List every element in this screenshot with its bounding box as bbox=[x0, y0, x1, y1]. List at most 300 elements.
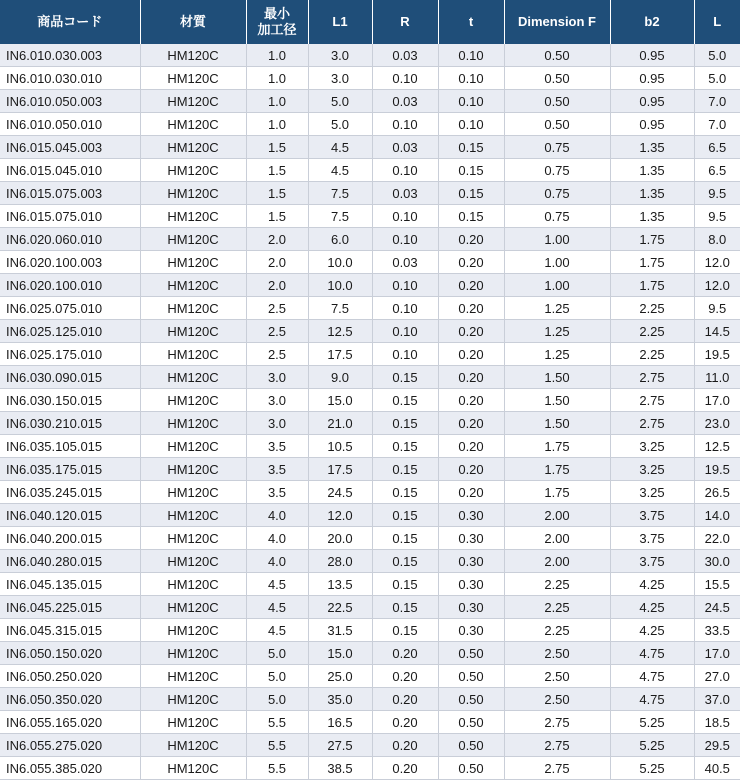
t-cell: 0.30 bbox=[438, 504, 504, 527]
min-diameter-cell: 1.5 bbox=[246, 182, 308, 205]
dimension-f-cell: 0.75 bbox=[504, 182, 610, 205]
l-cell: 29.5 bbox=[694, 734, 740, 757]
min-diameter-cell: 2.5 bbox=[246, 297, 308, 320]
min-diameter-cell: 4.0 bbox=[246, 527, 308, 550]
dimension-f-cell: 2.00 bbox=[504, 504, 610, 527]
min-diameter-cell: 3.0 bbox=[246, 366, 308, 389]
dimension-f-cell: 2.00 bbox=[504, 527, 610, 550]
b2-cell: 1.75 bbox=[610, 251, 694, 274]
code-cell: IN6.025.125.010 bbox=[0, 320, 140, 343]
table-row bbox=[0, 573, 740, 596]
code-cell: IN6.035.245.015 bbox=[0, 481, 140, 504]
material-cell: HM120C bbox=[140, 711, 246, 734]
l-cell: 12.0 bbox=[694, 274, 740, 297]
table-row bbox=[0, 596, 740, 619]
code-cell: IN6.040.120.015 bbox=[0, 504, 140, 527]
material-cell: HM120C bbox=[140, 596, 246, 619]
r-cell: 0.20 bbox=[372, 665, 438, 688]
b2-cell: 1.35 bbox=[610, 205, 694, 228]
code-cell: IN6.050.150.020 bbox=[0, 642, 140, 665]
code-cell: IN6.025.075.010 bbox=[0, 297, 140, 320]
table-row bbox=[0, 251, 740, 274]
r-cell: 0.15 bbox=[372, 550, 438, 573]
r-cell: 0.20 bbox=[372, 734, 438, 757]
b2-cell: 4.75 bbox=[610, 688, 694, 711]
l-cell: 26.5 bbox=[694, 481, 740, 504]
t-cell: 0.30 bbox=[438, 596, 504, 619]
l-cell: 9.5 bbox=[694, 182, 740, 205]
table-row bbox=[0, 205, 740, 228]
material-cell: HM120C bbox=[140, 44, 246, 67]
table-row bbox=[0, 320, 740, 343]
header-material: 材質 bbox=[140, 0, 246, 44]
table-row bbox=[0, 113, 740, 136]
header-min-diameter-line2: 加工径 bbox=[257, 22, 297, 37]
r-cell: 0.03 bbox=[372, 182, 438, 205]
code-cell: IN6.055.275.020 bbox=[0, 734, 140, 757]
l1-cell: 22.5 bbox=[308, 596, 372, 619]
table-row bbox=[0, 228, 740, 251]
t-cell: 0.10 bbox=[438, 44, 504, 67]
t-cell: 0.20 bbox=[438, 481, 504, 504]
header-l1: L1 bbox=[308, 0, 372, 44]
t-cell: 0.15 bbox=[438, 159, 504, 182]
min-diameter-cell: 5.0 bbox=[246, 665, 308, 688]
l1-cell: 5.0 bbox=[308, 113, 372, 136]
material-cell: HM120C bbox=[140, 757, 246, 780]
b2-cell: 3.25 bbox=[610, 435, 694, 458]
l-cell: 24.5 bbox=[694, 596, 740, 619]
material-cell: HM120C bbox=[140, 665, 246, 688]
table-row bbox=[0, 527, 740, 550]
table-row bbox=[0, 90, 740, 113]
code-cell: IN6.015.075.003 bbox=[0, 182, 140, 205]
code-cell: IN6.010.050.010 bbox=[0, 113, 140, 136]
code-cell: IN6.040.280.015 bbox=[0, 550, 140, 573]
l-cell: 17.0 bbox=[694, 642, 740, 665]
min-diameter-cell: 1.0 bbox=[246, 90, 308, 113]
r-cell: 0.15 bbox=[372, 596, 438, 619]
material-cell: HM120C bbox=[140, 458, 246, 481]
dimension-f-cell: 1.75 bbox=[504, 481, 610, 504]
l1-cell: 7.5 bbox=[308, 297, 372, 320]
table-row bbox=[0, 458, 740, 481]
code-cell: IN6.020.100.010 bbox=[0, 274, 140, 297]
l-cell: 19.5 bbox=[694, 343, 740, 366]
code-cell: IN6.020.060.010 bbox=[0, 228, 140, 251]
b2-cell: 2.75 bbox=[610, 389, 694, 412]
table-row bbox=[0, 343, 740, 366]
min-diameter-cell: 2.5 bbox=[246, 320, 308, 343]
l-cell: 40.5 bbox=[694, 757, 740, 780]
r-cell: 0.03 bbox=[372, 251, 438, 274]
t-cell: 0.15 bbox=[438, 136, 504, 159]
dimension-f-cell: 2.75 bbox=[504, 711, 610, 734]
dimension-f-cell: 1.50 bbox=[504, 366, 610, 389]
material-cell: HM120C bbox=[140, 642, 246, 665]
b2-cell: 2.25 bbox=[610, 343, 694, 366]
r-cell: 0.10 bbox=[372, 159, 438, 182]
b2-cell: 1.35 bbox=[610, 136, 694, 159]
t-cell: 0.10 bbox=[438, 90, 504, 113]
b2-cell: 5.25 bbox=[610, 711, 694, 734]
min-diameter-cell: 1.0 bbox=[246, 44, 308, 67]
t-cell: 0.20 bbox=[438, 228, 504, 251]
material-cell: HM120C bbox=[140, 619, 246, 642]
material-cell: HM120C bbox=[140, 136, 246, 159]
r-cell: 0.10 bbox=[372, 320, 438, 343]
table-row bbox=[0, 159, 740, 182]
l1-cell: 17.5 bbox=[308, 343, 372, 366]
b2-cell: 0.95 bbox=[610, 67, 694, 90]
min-diameter-cell: 2.0 bbox=[246, 228, 308, 251]
table-row bbox=[0, 688, 740, 711]
t-cell: 0.50 bbox=[438, 688, 504, 711]
l1-cell: 4.5 bbox=[308, 159, 372, 182]
l-cell: 33.5 bbox=[694, 619, 740, 642]
header-t: t bbox=[438, 0, 504, 44]
l1-cell: 27.5 bbox=[308, 734, 372, 757]
l-cell: 37.0 bbox=[694, 688, 740, 711]
l1-cell: 38.5 bbox=[308, 757, 372, 780]
t-cell: 0.10 bbox=[438, 67, 504, 90]
dimension-f-cell: 1.00 bbox=[504, 274, 610, 297]
code-cell: IN6.040.200.015 bbox=[0, 527, 140, 550]
r-cell: 0.03 bbox=[372, 136, 438, 159]
l-cell: 17.0 bbox=[694, 389, 740, 412]
r-cell: 0.10 bbox=[372, 343, 438, 366]
code-cell: IN6.010.030.003 bbox=[0, 44, 140, 67]
l-cell: 7.0 bbox=[694, 113, 740, 136]
l-cell: 22.0 bbox=[694, 527, 740, 550]
r-cell: 0.03 bbox=[372, 44, 438, 67]
code-cell: IN6.015.075.010 bbox=[0, 205, 140, 228]
r-cell: 0.10 bbox=[372, 274, 438, 297]
t-cell: 0.20 bbox=[438, 343, 504, 366]
material-cell: HM120C bbox=[140, 573, 246, 596]
min-diameter-cell: 4.5 bbox=[246, 619, 308, 642]
l1-cell: 12.5 bbox=[308, 320, 372, 343]
r-cell: 0.15 bbox=[372, 619, 438, 642]
min-diameter-cell: 5.0 bbox=[246, 642, 308, 665]
header-b2: b2 bbox=[610, 0, 694, 44]
material-cell: HM120C bbox=[140, 550, 246, 573]
table-row bbox=[0, 734, 740, 757]
l1-cell: 5.0 bbox=[308, 90, 372, 113]
code-cell: IN6.035.105.015 bbox=[0, 435, 140, 458]
material-cell: HM120C bbox=[140, 274, 246, 297]
l1-cell: 13.5 bbox=[308, 573, 372, 596]
header-code: 商品コード bbox=[0, 0, 140, 44]
dimension-f-cell: 1.75 bbox=[504, 435, 610, 458]
dimension-f-cell: 2.50 bbox=[504, 688, 610, 711]
r-cell: 0.10 bbox=[372, 228, 438, 251]
b2-cell: 4.75 bbox=[610, 665, 694, 688]
r-cell: 0.15 bbox=[372, 458, 438, 481]
t-cell: 0.20 bbox=[438, 251, 504, 274]
l-cell: 14.0 bbox=[694, 504, 740, 527]
t-cell: 0.20 bbox=[438, 366, 504, 389]
b2-cell: 4.25 bbox=[610, 573, 694, 596]
t-cell: 0.15 bbox=[438, 182, 504, 205]
dimension-f-cell: 1.25 bbox=[504, 320, 610, 343]
header-min-diameter bbox=[246, 0, 308, 44]
t-cell: 0.30 bbox=[438, 527, 504, 550]
table-row bbox=[0, 504, 740, 527]
b2-cell: 4.75 bbox=[610, 642, 694, 665]
table-row bbox=[0, 711, 740, 734]
code-cell: IN6.045.315.015 bbox=[0, 619, 140, 642]
l1-cell: 3.0 bbox=[308, 67, 372, 90]
code-cell: IN6.050.350.020 bbox=[0, 688, 140, 711]
min-diameter-cell: 2.0 bbox=[246, 251, 308, 274]
min-diameter-cell: 4.5 bbox=[246, 596, 308, 619]
b2-cell: 3.25 bbox=[610, 481, 694, 504]
table-row bbox=[0, 44, 740, 67]
r-cell: 0.10 bbox=[372, 205, 438, 228]
r-cell: 0.15 bbox=[372, 366, 438, 389]
l-cell: 18.5 bbox=[694, 711, 740, 734]
r-cell: 0.15 bbox=[372, 389, 438, 412]
dimension-f-cell: 2.75 bbox=[504, 734, 610, 757]
min-diameter-cell: 1.0 bbox=[246, 113, 308, 136]
code-cell: IN6.015.045.010 bbox=[0, 159, 140, 182]
dimension-f-cell: 0.50 bbox=[504, 44, 610, 67]
t-cell: 0.20 bbox=[438, 389, 504, 412]
header-l: L bbox=[694, 0, 740, 44]
b2-cell: 1.75 bbox=[610, 274, 694, 297]
min-diameter-cell: 4.5 bbox=[246, 573, 308, 596]
min-diameter-cell: 1.5 bbox=[246, 159, 308, 182]
t-cell: 0.50 bbox=[438, 734, 504, 757]
b2-cell: 3.75 bbox=[610, 550, 694, 573]
material-cell: HM120C bbox=[140, 527, 246, 550]
dimension-f-cell: 1.50 bbox=[504, 412, 610, 435]
min-diameter-cell: 5.5 bbox=[246, 711, 308, 734]
material-cell: HM120C bbox=[140, 320, 246, 343]
b2-cell: 4.25 bbox=[610, 619, 694, 642]
r-cell: 0.10 bbox=[372, 113, 438, 136]
l1-cell: 7.5 bbox=[308, 182, 372, 205]
code-cell: IN6.030.090.015 bbox=[0, 366, 140, 389]
b2-cell: 5.25 bbox=[610, 757, 694, 780]
min-diameter-cell: 2.5 bbox=[246, 343, 308, 366]
l1-cell: 4.5 bbox=[308, 136, 372, 159]
code-cell: IN6.055.385.020 bbox=[0, 757, 140, 780]
b2-cell: 2.75 bbox=[610, 412, 694, 435]
table-row bbox=[0, 412, 740, 435]
table-row bbox=[0, 182, 740, 205]
t-cell: 0.50 bbox=[438, 642, 504, 665]
l1-cell: 21.0 bbox=[308, 412, 372, 435]
dimension-f-cell: 0.75 bbox=[504, 205, 610, 228]
code-cell: IN6.045.225.015 bbox=[0, 596, 140, 619]
table-row bbox=[0, 619, 740, 642]
header-row bbox=[0, 0, 740, 44]
dimension-f-cell: 2.25 bbox=[504, 619, 610, 642]
dimension-f-cell: 1.50 bbox=[504, 389, 610, 412]
b2-cell: 3.75 bbox=[610, 527, 694, 550]
dimension-f-cell: 2.00 bbox=[504, 550, 610, 573]
code-cell: IN6.025.175.010 bbox=[0, 343, 140, 366]
l1-cell: 15.0 bbox=[308, 642, 372, 665]
t-cell: 0.30 bbox=[438, 550, 504, 573]
material-cell: HM120C bbox=[140, 343, 246, 366]
t-cell: 0.30 bbox=[438, 573, 504, 596]
l-cell: 6.5 bbox=[694, 159, 740, 182]
table-row bbox=[0, 642, 740, 665]
code-cell: IN6.015.045.003 bbox=[0, 136, 140, 159]
l1-cell: 9.0 bbox=[308, 366, 372, 389]
l-cell: 23.0 bbox=[694, 412, 740, 435]
l-cell: 9.5 bbox=[694, 205, 740, 228]
t-cell: 0.20 bbox=[438, 435, 504, 458]
code-cell: IN6.010.050.003 bbox=[0, 90, 140, 113]
l-cell: 9.5 bbox=[694, 297, 740, 320]
material-cell: HM120C bbox=[140, 366, 246, 389]
material-cell: HM120C bbox=[140, 734, 246, 757]
code-cell: IN6.035.175.015 bbox=[0, 458, 140, 481]
table-row bbox=[0, 67, 740, 90]
l1-cell: 35.0 bbox=[308, 688, 372, 711]
material-cell: HM120C bbox=[140, 113, 246, 136]
dimension-f-cell: 2.50 bbox=[504, 642, 610, 665]
r-cell: 0.10 bbox=[372, 297, 438, 320]
material-cell: HM120C bbox=[140, 435, 246, 458]
table-row bbox=[0, 297, 740, 320]
material-cell: HM120C bbox=[140, 228, 246, 251]
table-row bbox=[0, 550, 740, 573]
code-cell: IN6.055.165.020 bbox=[0, 711, 140, 734]
min-diameter-cell: 1.5 bbox=[246, 205, 308, 228]
t-cell: 0.50 bbox=[438, 757, 504, 780]
min-diameter-cell: 1.5 bbox=[246, 136, 308, 159]
l-cell: 15.5 bbox=[694, 573, 740, 596]
min-diameter-cell: 5.5 bbox=[246, 757, 308, 780]
t-cell: 0.20 bbox=[438, 274, 504, 297]
l-cell: 30.0 bbox=[694, 550, 740, 573]
t-cell: 0.20 bbox=[438, 320, 504, 343]
l1-cell: 15.0 bbox=[308, 389, 372, 412]
dimension-f-cell: 0.50 bbox=[504, 113, 610, 136]
min-diameter-cell: 5.0 bbox=[246, 688, 308, 711]
t-cell: 0.20 bbox=[438, 458, 504, 481]
b2-cell: 2.25 bbox=[610, 297, 694, 320]
material-cell: HM120C bbox=[140, 90, 246, 113]
material-cell: HM120C bbox=[140, 182, 246, 205]
table-row bbox=[0, 274, 740, 297]
material-cell: HM120C bbox=[140, 251, 246, 274]
t-cell: 0.20 bbox=[438, 297, 504, 320]
code-cell: IN6.020.100.003 bbox=[0, 251, 140, 274]
material-cell: HM120C bbox=[140, 688, 246, 711]
dimension-f-cell: 1.75 bbox=[504, 458, 610, 481]
l1-cell: 3.0 bbox=[308, 44, 372, 67]
b2-cell: 0.95 bbox=[610, 113, 694, 136]
dimension-f-cell: 0.50 bbox=[504, 90, 610, 113]
dimension-f-cell: 2.25 bbox=[504, 596, 610, 619]
material-cell: HM120C bbox=[140, 481, 246, 504]
r-cell: 0.15 bbox=[372, 481, 438, 504]
min-diameter-cell: 3.5 bbox=[246, 458, 308, 481]
dimension-f-cell: 0.50 bbox=[504, 67, 610, 90]
t-cell: 0.30 bbox=[438, 619, 504, 642]
dimension-f-cell: 2.25 bbox=[504, 573, 610, 596]
b2-cell: 0.95 bbox=[610, 90, 694, 113]
l1-cell: 17.5 bbox=[308, 458, 372, 481]
b2-cell: 3.25 bbox=[610, 458, 694, 481]
l1-cell: 16.5 bbox=[308, 711, 372, 734]
min-diameter-cell: 3.5 bbox=[246, 481, 308, 504]
r-cell: 0.03 bbox=[372, 90, 438, 113]
min-diameter-cell: 2.0 bbox=[246, 274, 308, 297]
l-cell: 5.0 bbox=[694, 44, 740, 67]
r-cell: 0.15 bbox=[372, 435, 438, 458]
l1-cell: 12.0 bbox=[308, 504, 372, 527]
t-cell: 0.50 bbox=[438, 665, 504, 688]
code-cell: IN6.050.250.020 bbox=[0, 665, 140, 688]
material-cell: HM120C bbox=[140, 389, 246, 412]
code-cell: IN6.010.030.010 bbox=[0, 67, 140, 90]
dimension-f-cell: 1.00 bbox=[504, 251, 610, 274]
b2-cell: 0.95 bbox=[610, 44, 694, 67]
r-cell: 0.15 bbox=[372, 527, 438, 550]
table-body bbox=[0, 44, 740, 780]
l-cell: 11.0 bbox=[694, 366, 740, 389]
l-cell: 8.0 bbox=[694, 228, 740, 251]
t-cell: 0.50 bbox=[438, 711, 504, 734]
b2-cell: 3.75 bbox=[610, 504, 694, 527]
min-diameter-cell: 4.0 bbox=[246, 550, 308, 573]
l-cell: 12.5 bbox=[694, 435, 740, 458]
b2-cell: 5.25 bbox=[610, 734, 694, 757]
dimension-f-cell: 1.00 bbox=[504, 228, 610, 251]
dimension-f-cell: 1.25 bbox=[504, 297, 610, 320]
material-cell: HM120C bbox=[140, 67, 246, 90]
l1-cell: 24.5 bbox=[308, 481, 372, 504]
l1-cell: 10.5 bbox=[308, 435, 372, 458]
b2-cell: 2.25 bbox=[610, 320, 694, 343]
code-cell: IN6.030.150.015 bbox=[0, 389, 140, 412]
r-cell: 0.10 bbox=[372, 67, 438, 90]
header-min-diameter-line1: 最小 bbox=[263, 6, 290, 21]
code-cell: IN6.030.210.015 bbox=[0, 412, 140, 435]
material-cell: HM120C bbox=[140, 205, 246, 228]
table-row bbox=[0, 389, 740, 412]
b2-cell: 2.75 bbox=[610, 366, 694, 389]
table-row bbox=[0, 136, 740, 159]
l1-cell: 7.5 bbox=[308, 205, 372, 228]
table-row bbox=[0, 757, 740, 780]
b2-cell: 4.25 bbox=[610, 596, 694, 619]
min-diameter-cell: 5.5 bbox=[246, 734, 308, 757]
dimension-f-cell: 2.75 bbox=[504, 757, 610, 780]
table-row bbox=[0, 435, 740, 458]
l1-cell: 25.0 bbox=[308, 665, 372, 688]
r-cell: 0.15 bbox=[372, 504, 438, 527]
min-diameter-cell: 1.0 bbox=[246, 67, 308, 90]
header-r: R bbox=[372, 0, 438, 44]
dimension-f-cell: 1.25 bbox=[504, 343, 610, 366]
table-row bbox=[0, 481, 740, 504]
r-cell: 0.20 bbox=[372, 688, 438, 711]
b2-cell: 1.35 bbox=[610, 159, 694, 182]
min-diameter-cell: 4.0 bbox=[246, 504, 308, 527]
l1-cell: 20.0 bbox=[308, 527, 372, 550]
dimension-f-cell: 0.75 bbox=[504, 136, 610, 159]
min-diameter-cell: 3.0 bbox=[246, 389, 308, 412]
l-cell: 7.0 bbox=[694, 90, 740, 113]
